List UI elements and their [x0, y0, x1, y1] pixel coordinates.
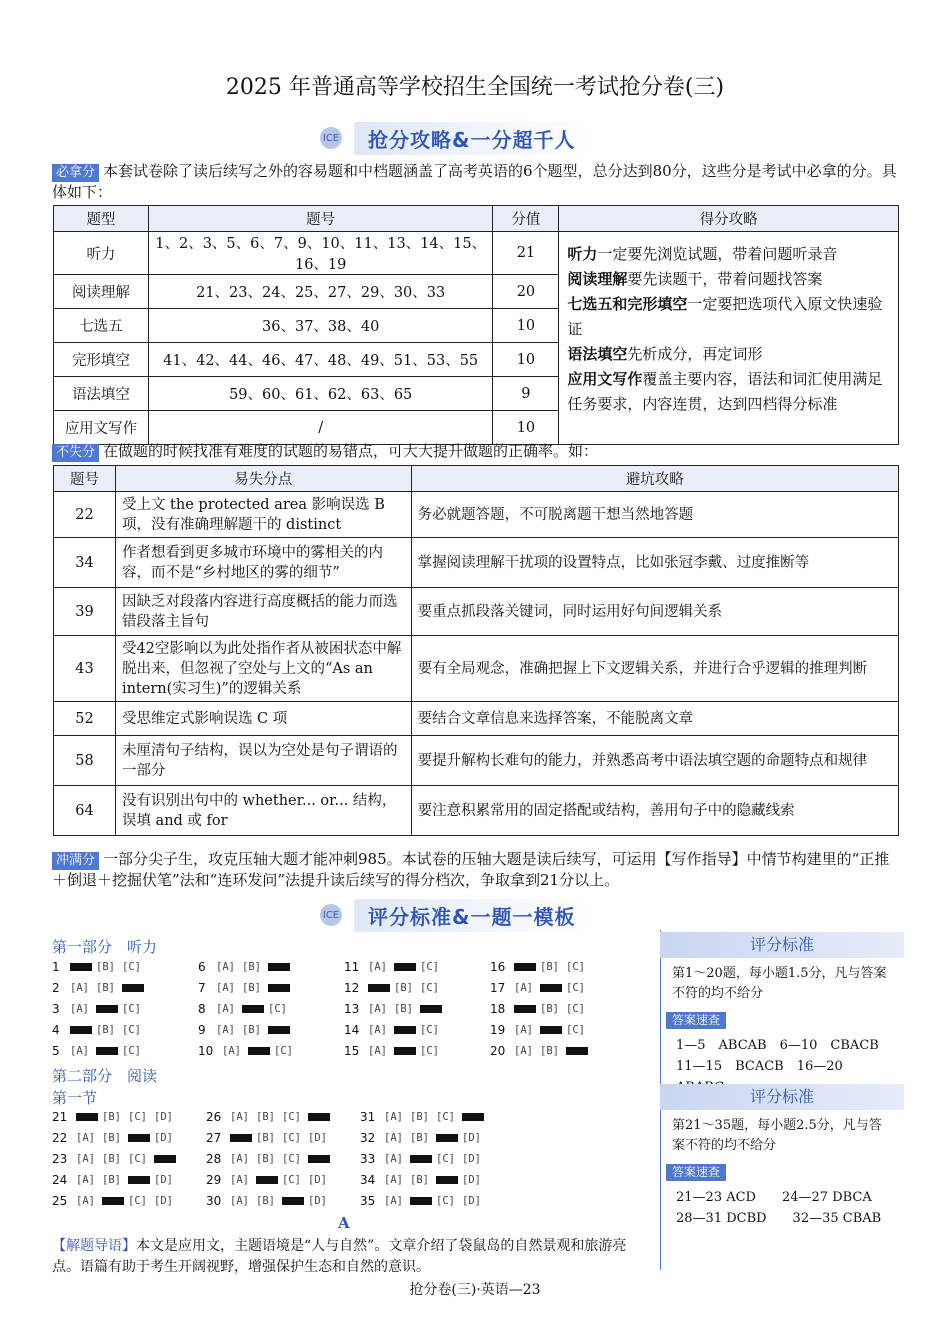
strategy-key: 应用文写作 — [567, 370, 643, 388]
question-number: 10 — [198, 1044, 214, 1058]
th-tips: 避坑攻略 — [411, 466, 898, 492]
option-bubble: [C] — [436, 1153, 455, 1165]
answer-item — [344, 960, 446, 974]
question-number: 23 — [52, 1152, 68, 1166]
strategy-value: 要先读题干，带着问题找答案 — [627, 270, 823, 288]
grading-head: 评分标准 — [660, 1084, 904, 1110]
strategy-key: 七选五和完形填空 — [567, 295, 688, 313]
answer-item — [52, 1002, 148, 1016]
answer-item — [344, 981, 446, 995]
strategy-item — [567, 242, 890, 267]
option-bubble: [B] — [410, 1174, 429, 1186]
option-bubble: [D] — [308, 1132, 327, 1144]
th-strategy: 得分攻略 — [559, 206, 899, 232]
banner-text: 评分标准&一题一模板 — [354, 899, 589, 932]
filled-bubble — [248, 1047, 270, 1055]
question-number: 13 — [344, 1002, 360, 1016]
cell-type: 阅读理解 — [54, 275, 149, 309]
answer-item — [52, 1173, 180, 1187]
option-bubble: [A] — [514, 1024, 533, 1036]
page-footer: 抢分卷(三)·英语—23 — [409, 1282, 541, 1298]
filled-bubble — [420, 1005, 442, 1013]
th-type: 题型 — [54, 206, 149, 232]
strategy-cell — [559, 232, 899, 445]
option-bubble: [A] — [384, 1153, 403, 1165]
grading-head: 评分标准 — [660, 932, 904, 958]
option-bubble: [D] — [154, 1174, 173, 1186]
option-bubble: [A] — [216, 1003, 235, 1015]
filled-bubble — [410, 1155, 432, 1163]
option-bubble: [C] — [566, 982, 585, 994]
filled-bubble — [76, 1113, 98, 1121]
filled-bubble — [102, 1197, 124, 1205]
option-bubble: [A] — [384, 1174, 403, 1186]
table-row — [54, 786, 899, 836]
option-bubble: [A] — [368, 1045, 387, 1057]
answer-item — [52, 1044, 148, 1058]
option-bubble: [A] — [76, 1153, 95, 1165]
option-bubble: [B] — [394, 1003, 413, 1015]
filled-bubble — [566, 1047, 588, 1055]
answer-item — [52, 1194, 180, 1208]
option-bubble: [B] — [102, 1153, 121, 1165]
cell-p: 受上文 the protected area 影响误选 B 项，没有准确理解题干的 distinct — [115, 492, 411, 538]
cell-type: 语法填空 — [54, 377, 149, 411]
option-bubble: [A] — [76, 1132, 95, 1144]
strategy-key: 阅读理解 — [567, 270, 628, 288]
answer-item — [206, 1152, 334, 1166]
filled-bubble — [410, 1197, 432, 1205]
cell-s: 掌握阅读理解干扰项的设置特点，比如张冠李戴、过度推断等 — [411, 538, 898, 588]
question-number: 19 — [490, 1023, 506, 1037]
option-bubble: [C] — [436, 1195, 455, 1207]
option-bubble: [B] — [242, 982, 261, 994]
option-bubble: [D] — [154, 1132, 173, 1144]
logo-icon: ICE — [320, 127, 342, 149]
chong-tag: 冲满分 — [52, 852, 99, 870]
option-bubble: [A] — [368, 1024, 387, 1036]
answer-item — [360, 1152, 488, 1166]
cell-p: 受42空影响以为此处指作者从被困状态中解脱出来，但忽视了空处与上文的“As an intern(实习生)”的逻辑关系 — [115, 636, 411, 702]
cell-p: 受思维定式影响误选 C 项 — [115, 702, 411, 736]
filled-bubble — [436, 1134, 458, 1142]
option-bubble: [A] — [230, 1153, 249, 1165]
th-nums: 题号 — [148, 206, 493, 232]
filled-bubble — [308, 1155, 330, 1163]
sec1-heading: 第一节 — [52, 1089, 98, 1107]
cell-nums: / — [148, 411, 493, 445]
cell-type: 听力 — [54, 232, 149, 275]
option-bubble: [C] — [122, 1045, 141, 1057]
table-row — [54, 538, 899, 588]
answer-item — [344, 1002, 446, 1016]
cell-p: 作者想看到更多城市环境中的雾相关的内容，而不是“乡村地区的雾的细节” — [115, 538, 411, 588]
filled-bubble — [268, 963, 290, 971]
question-number: 7 — [198, 981, 206, 995]
answer-item — [344, 1044, 446, 1058]
option-bubble: [A] — [216, 1024, 235, 1036]
option-bubble: [A] — [222, 1045, 241, 1057]
cell-p: 因缺乏对段落内容进行高度概括的能力而选错段落主旨句 — [115, 588, 411, 636]
option-bubble: [C] — [282, 1174, 301, 1186]
question-number: 22 — [52, 1131, 68, 1145]
strategy-value: 先析成分，再定词形 — [627, 345, 763, 363]
option-bubble: [B] — [96, 961, 115, 973]
score-table — [53, 205, 899, 445]
table-row — [54, 492, 899, 538]
strategy-key: 语法填空 — [567, 345, 628, 363]
question-number: 12 — [344, 981, 360, 995]
option-bubble: [D] — [154, 1195, 173, 1207]
option-bubble: [D] — [154, 1111, 173, 1123]
answer-item — [206, 1110, 334, 1124]
cell-score: 20 — [493, 275, 559, 309]
option-bubble: [B] — [102, 1111, 121, 1123]
option-bubble: [B] — [256, 1132, 275, 1144]
option-bubble: [C] — [566, 1024, 585, 1036]
option-bubble: [B] — [96, 1024, 115, 1036]
question-number: 29 — [206, 1173, 222, 1187]
banner-text: 抢分攻略&一分超千人 — [354, 122, 589, 155]
option-bubble: [B] — [540, 1045, 559, 1057]
answer-item — [360, 1110, 488, 1124]
cell-n: 43 — [54, 636, 116, 702]
option-bubble: [D] — [462, 1153, 481, 1165]
cell-n: 39 — [54, 588, 116, 636]
cell-type: 完形填空 — [54, 343, 149, 377]
filled-bubble — [436, 1176, 458, 1184]
filled-bubble — [514, 963, 536, 971]
option-bubble: [A] — [70, 1003, 89, 1015]
table-row — [54, 702, 899, 736]
option-bubble: [C] — [566, 1003, 585, 1015]
option-bubble: [B] — [540, 1003, 559, 1015]
filled-bubble — [122, 984, 144, 992]
filled-bubble — [242, 1005, 264, 1013]
question-number: 8 — [198, 1002, 206, 1016]
logo-icon: ICE — [320, 904, 342, 926]
option-bubble: [D] — [462, 1132, 481, 1144]
option-bubble: [A] — [70, 982, 89, 994]
option-bubble: [A] — [230, 1111, 249, 1123]
filled-bubble — [394, 1047, 416, 1055]
filled-bubble — [96, 1005, 118, 1013]
strategy-item — [567, 267, 890, 292]
strategy-key: 听力 — [567, 245, 598, 263]
option-bubble: [A] — [384, 1111, 403, 1123]
filled-bubble — [514, 1005, 536, 1013]
answer-item — [206, 1173, 334, 1187]
answer-key-line: 21—23 ACD 24—27 DBCA — [676, 1190, 872, 1205]
question-number: 18 — [490, 1002, 506, 1016]
cell-n: 22 — [54, 492, 116, 538]
cell-p: 未厘清句子结构，误以为空处是句子谓语的一部分 — [115, 736, 411, 786]
grading-box-reading — [660, 1084, 904, 1235]
cell-s: 务必就题答题，不可脱离题干想当然地答题 — [411, 492, 898, 538]
question-number: 31 — [360, 1110, 376, 1124]
answer-item — [52, 960, 148, 974]
answer-key-line: 11—15 BCACB 16—20 — [676, 1059, 843, 1074]
strategy-item — [567, 292, 890, 342]
cell-s: 要注意积累常用的固定搭配或结构，善用句子中的隐藏线索 — [411, 786, 898, 836]
answer-item — [198, 1002, 294, 1016]
option-bubble: [C] — [436, 1111, 455, 1123]
question-number: 17 — [490, 981, 506, 995]
option-bubble: [A] — [76, 1174, 95, 1186]
answer-item — [52, 1110, 180, 1124]
question-number: 30 — [206, 1194, 222, 1208]
option-bubble: [B] — [256, 1111, 275, 1123]
option-bubble: [D] — [308, 1195, 327, 1207]
option-bubble: [C] — [274, 1045, 293, 1057]
cell-score: 10 — [493, 309, 559, 343]
option-bubble: [C] — [122, 1024, 141, 1036]
option-bubble: [C] — [122, 961, 141, 973]
cell-score: 21 — [493, 232, 559, 275]
question-number: 20 — [490, 1044, 506, 1058]
bushi-paragraph — [52, 441, 902, 462]
cell-n: 52 — [54, 702, 116, 736]
option-bubble: [C] — [128, 1195, 147, 1207]
question-number: 26 — [206, 1110, 222, 1124]
answer-item — [360, 1194, 488, 1208]
chong-paragraph — [52, 849, 902, 891]
option-bubble: [B] — [394, 982, 413, 994]
cell-nums: 36、37、38、40 — [148, 309, 493, 343]
table-row — [54, 232, 899, 275]
option-bubble: [A] — [216, 961, 235, 973]
filled-bubble — [394, 1026, 416, 1034]
cell-s: 要有全局观念，准确把握上下文逻辑关系，并进行合乎逻辑的推理判断 — [411, 636, 898, 702]
answer-item — [52, 1152, 180, 1166]
question-number: 14 — [344, 1023, 360, 1037]
option-bubble: [B] — [242, 1024, 261, 1036]
guide-tag: 【解题导语】 — [52, 1238, 136, 1254]
cell-nums: 21、23、24、25、27、29、30、33 — [148, 275, 493, 309]
option-bubble: [B] — [540, 961, 559, 973]
question-number: 34 — [360, 1173, 376, 1187]
option-bubble: [A] — [368, 961, 387, 973]
th-num: 题号 — [54, 466, 116, 492]
answer-item — [52, 1131, 180, 1145]
section-banner-grading — [320, 900, 620, 930]
option-bubble: [B] — [256, 1195, 275, 1207]
filled-bubble — [128, 1176, 150, 1184]
filled-bubble — [462, 1113, 484, 1121]
option-bubble: [C] — [420, 961, 439, 973]
option-bubble: [A] — [514, 982, 533, 994]
quick-check-badge: 答案速查 — [666, 1012, 726, 1029]
filled-bubble — [70, 963, 92, 971]
table-row — [54, 736, 899, 786]
option-bubble: [C] — [420, 1024, 439, 1036]
option-bubble: [A] — [368, 1003, 387, 1015]
option-bubble: [A] — [384, 1132, 403, 1144]
cell-score: 10 — [493, 343, 559, 377]
answer-item — [198, 1023, 294, 1037]
strategy-item — [567, 342, 890, 367]
option-bubble: [C] — [282, 1111, 301, 1123]
cell-type: 七选五 — [54, 309, 149, 343]
cell-score: 9 — [493, 377, 559, 411]
option-bubble: [A] — [216, 982, 235, 994]
bushi-tag: 不失分 — [52, 444, 99, 462]
grading-rule: 第21～35题，每小题2.5分，凡与答案不符的均不给分 — [672, 1118, 882, 1153]
answer-item — [344, 1023, 446, 1037]
cell-type: 应用文写作 — [54, 411, 149, 445]
option-bubble: [A] — [70, 1045, 89, 1057]
section-banner-strategy — [320, 123, 620, 153]
question-number: 6 — [198, 960, 206, 974]
answer-key-line: 1—5 ABCAB 6—10 CBACB — [676, 1038, 879, 1053]
filled-bubble — [394, 963, 416, 971]
filled-bubble — [540, 984, 562, 992]
answer-item — [206, 1194, 334, 1208]
answer-item — [490, 1044, 592, 1058]
question-number: 11 — [344, 960, 360, 974]
th-score: 分值 — [493, 206, 559, 232]
filled-bubble — [282, 1197, 304, 1205]
option-bubble: [C] — [420, 982, 439, 994]
question-number: 5 — [52, 1044, 60, 1058]
filled-bubble — [268, 1026, 290, 1034]
bina-tag: 必拿分 — [52, 164, 99, 182]
cell-s: 要重点抓段落关键词，同时运用好句间逻辑关系 — [411, 588, 898, 636]
question-number: 25 — [52, 1194, 68, 1208]
option-bubble: [C] — [420, 1045, 439, 1057]
cell-s: 要提升解构长难句的能力，并熟悉高考中语法填空题的命题特点和规律 — [411, 736, 898, 786]
table-row — [54, 588, 899, 636]
answer-item — [198, 1044, 300, 1058]
option-bubble: [A] — [230, 1195, 249, 1207]
answer-item — [198, 981, 294, 995]
quick-check-badge: 答案速查 — [666, 1164, 726, 1181]
part1-heading: 第一部分 听力 — [52, 938, 158, 956]
cell-n: 58 — [54, 736, 116, 786]
filled-bubble — [154, 1155, 176, 1163]
cell-nums: 41、42、44、46、47、48、49、51、53、55 — [148, 343, 493, 377]
bina-text: 本套试卷除了读后续写之外的容易题和中档题涵盖了高考英语的6个题型，总分达到80分，这些分是考试中必拿的分。具体如下： — [52, 162, 897, 201]
answer-item — [52, 1023, 148, 1037]
answer-key-line: 28—31 DCBD 32—35 CBAB — [676, 1211, 882, 1226]
question-number: 32 — [360, 1131, 376, 1145]
question-number: 16 — [490, 960, 506, 974]
filled-bubble — [268, 984, 290, 992]
option-bubble: [A] — [230, 1174, 249, 1186]
question-number: 27 — [206, 1131, 222, 1145]
option-bubble: [C] — [128, 1111, 147, 1123]
chong-text: 一部分尖子生，攻克压轴大题才能冲刺985。本试卷的压轴大题是读后续写，可运用【写作指导】中情节构建里的“正推＋倒退＋挖掘伏笔”法和“连环发问”法提升读后续写的得分档次，争取拿到21分以上。 — [52, 850, 890, 889]
option-bubble: [D] — [462, 1195, 481, 1207]
filled-bubble — [540, 1026, 562, 1034]
cell-score: 10 — [493, 411, 559, 445]
grading-rule: 第1～20题，每小题1.5分，凡与答案不符的均不给分 — [672, 966, 887, 1001]
question-number: 28 — [206, 1152, 222, 1166]
filled-bubble — [308, 1113, 330, 1121]
grading-box-listening — [660, 932, 904, 1104]
page-title: 2025 年普通高等学校招生全国统一考试抢分卷(三) — [225, 75, 725, 100]
question-number: 21 — [52, 1110, 68, 1124]
option-bubble: [B] — [410, 1111, 429, 1123]
strategy-item — [567, 367, 890, 417]
filled-bubble — [70, 1026, 92, 1034]
option-bubble: [C] — [128, 1153, 147, 1165]
question-number: 33 — [360, 1152, 376, 1166]
strategy-value: 一定要先浏览试题，带着问题听录音 — [597, 245, 838, 263]
question-number: 2 — [52, 981, 60, 995]
option-bubble: [D] — [462, 1174, 481, 1186]
strategy-value: 覆盖主要内容，语法和词汇使用满足任务要求，内容连贯，达到四档得分标准 — [567, 370, 883, 413]
answer-item — [206, 1131, 334, 1145]
option-bubble: [B] — [242, 961, 261, 973]
answer-item — [52, 981, 148, 995]
answer-item — [490, 1023, 592, 1037]
bina-paragraph — [52, 161, 902, 203]
strategy-value: 一定要把选项代入原文快速验证 — [567, 295, 883, 338]
question-number: 9 — [198, 1023, 206, 1037]
question-number: 24 — [52, 1173, 68, 1187]
cell-n: 34 — [54, 538, 116, 588]
question-number: 4 — [52, 1023, 60, 1037]
option-bubble: [C] — [122, 1003, 141, 1015]
answer-item — [198, 960, 294, 974]
option-bubble: [C] — [268, 1003, 287, 1015]
option-bubble: [B] — [410, 1132, 429, 1144]
cell-n: 64 — [54, 786, 116, 836]
bushi-text: 在做题的时候找准有难度的试题的易错点，可大大提升做题的正确率。如： — [103, 442, 599, 460]
filled-bubble — [128, 1134, 150, 1142]
question-number: 15 — [344, 1044, 360, 1058]
error-table — [53, 465, 899, 836]
option-bubble: [C] — [282, 1153, 301, 1165]
answer-item — [490, 981, 592, 995]
filled-bubble — [230, 1134, 252, 1142]
cell-nums: 1、2、3、5、6、7、9、10、11、13、14、15、16、19 — [148, 232, 493, 275]
th-point: 易失分点 — [115, 466, 411, 492]
option-bubble: [B] — [102, 1132, 121, 1144]
option-bubble: [B] — [256, 1153, 275, 1165]
answer-item — [360, 1131, 488, 1145]
guide-paragraph — [52, 1236, 652, 1278]
filled-bubble — [368, 984, 390, 992]
option-bubble: [C] — [282, 1132, 301, 1144]
part2-heading: 第二部分 阅读 — [52, 1067, 158, 1085]
cell-s: 要结合文章信息来选择答案，不能脱离文章 — [411, 702, 898, 736]
option-bubble: [A] — [514, 1045, 533, 1057]
table-row — [54, 636, 899, 702]
filled-bubble — [96, 1047, 118, 1055]
option-bubble: [A] — [76, 1195, 95, 1207]
answer-item — [490, 960, 592, 974]
option-bubble: [C] — [566, 961, 585, 973]
passage-label: A — [338, 1214, 350, 1232]
cell-p: 没有识别出句中的 whether... or... 结构，误填 and 或 for — [115, 786, 411, 836]
cell-nums: 59、60、61、62、63、65 — [148, 377, 493, 411]
option-bubble: [A] — [384, 1195, 403, 1207]
guide-text: 本文是应用文，主题语境是“人与自然”。文章介绍了袋鼠岛的自然景观和旅游亮点。语篇有助于考生开阔视野，增强保护生态和自然的意识。 — [52, 1238, 627, 1275]
answer-item — [360, 1173, 488, 1187]
option-bubble: [D] — [308, 1174, 327, 1186]
option-bubble: [B] — [102, 1174, 121, 1186]
question-number: 35 — [360, 1194, 376, 1208]
question-number: 1 — [52, 960, 60, 974]
filled-bubble — [256, 1176, 278, 1184]
option-bubble: [B] — [96, 982, 115, 994]
question-number: 3 — [52, 1002, 60, 1016]
answer-item — [490, 1002, 592, 1016]
